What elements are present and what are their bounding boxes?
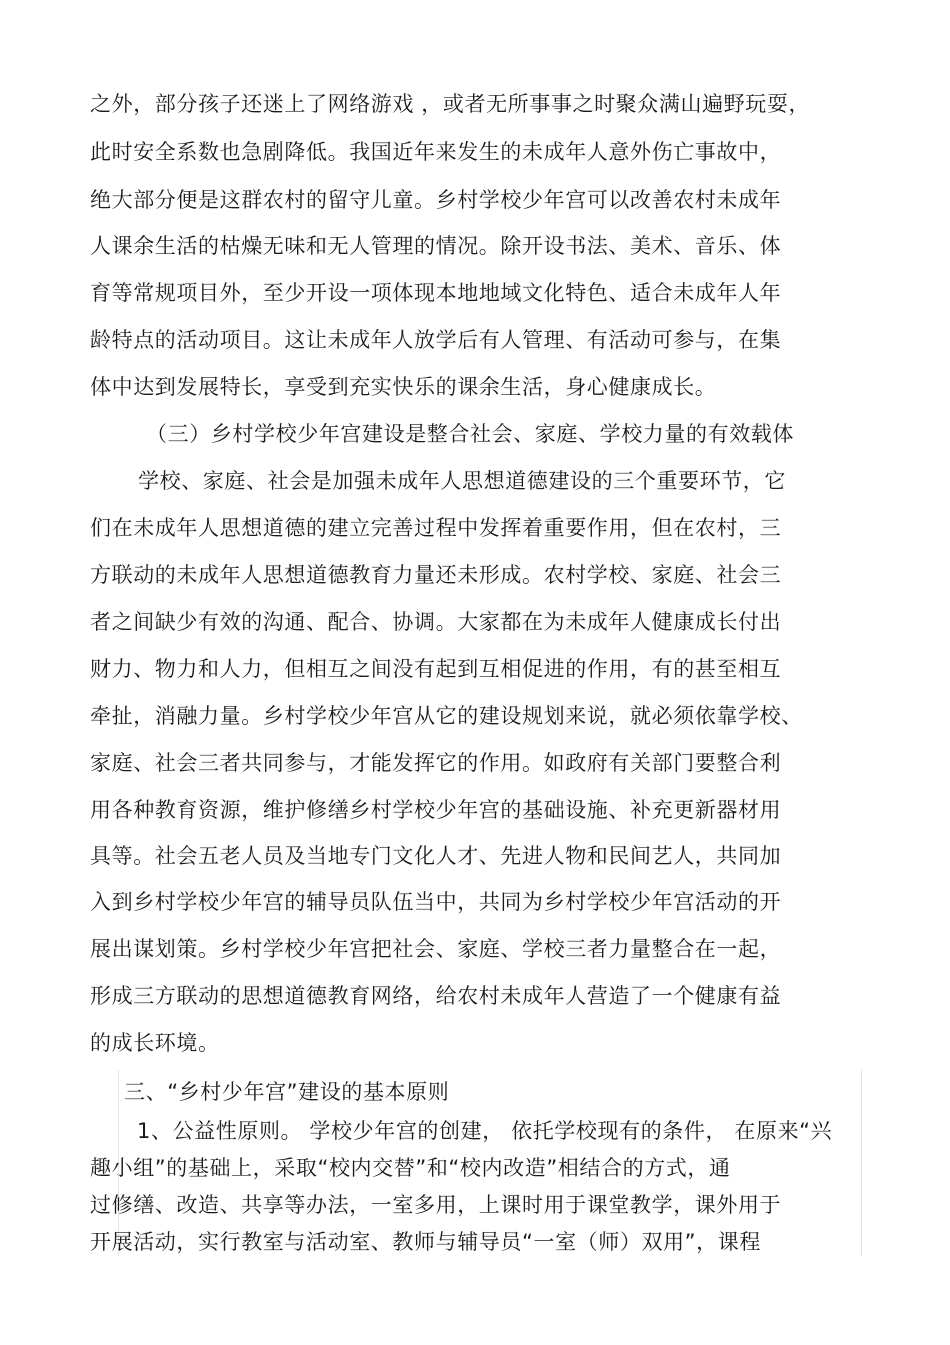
paragraph-line: 方联动的未成年人思想道德教育力量还未形成。农村学校、家庭、社会三 xyxy=(90,563,782,587)
paragraph-line: 绝大部分便是这群农村的留守儿童。乡村学校少年宫可以改善农村未成年 xyxy=(90,188,782,212)
paragraph-line: 育等常规项目外，至少开设一项体现本地地域文化特色、适合未成年人年 xyxy=(90,281,782,305)
paragraph-line: 1、公益性原则。 学校少年宫的创建， 依托学校现有的条件， 在原来“兴 xyxy=(137,1119,833,1143)
paragraph-line: 龄特点的活动项目。这让未成年人放学后有人管理、有活动可参与，在集 xyxy=(90,328,782,352)
paragraph-line: 牵扯，消融力量。乡村学校少年宫从它的建设规划来说，就必须依靠学校、 xyxy=(90,704,803,728)
paragraph-line: 趣小组”的基础上，采取“校内交替”和“校内改造”相结合的方式，通 xyxy=(90,1156,731,1180)
section-heading: （三）乡村学校少年宫建设是整合社会、家庭、学校力量的有效载体 xyxy=(146,422,794,446)
paragraph-line: 用各种教育资源，维护修缮乡村学校少年宫的基础设施、补充更新器材用 xyxy=(90,798,782,822)
chapter-heading: 三、“乡村少年宫”建设的基本原则 xyxy=(124,1080,450,1104)
paragraph-line: 财力、物力和人力，但相互之间没有起到互相促进的作用，有的甚至相互 xyxy=(90,657,782,681)
paragraph-line: 体中达到发展特长，享受到充实快乐的课余生活，身心健康成长。 xyxy=(90,375,717,399)
paragraph-line: 具等。社会五老人员及当地专门文化人才、先进人物和民间艺人，共同加 xyxy=(90,844,782,868)
paragraph-line: 开展活动，实行教室与活动室、教师与辅导员“一室（师）双用”，课程 xyxy=(90,1230,761,1254)
paragraph-line: 的成长环境。 xyxy=(90,1031,220,1055)
paragraph-line: 之外，部分孩子还迷上了网络游戏 ，或者无所事事之时聚众满山遍野玩耍， xyxy=(90,92,811,116)
paragraph-line: 家庭、社会三者共同参与，才能发挥它的作用。如政府有关部门要整合利 xyxy=(90,751,782,775)
paragraph-line: 形成三方联动的思想道德教育网络，给农村未成年人营造了一个健康有益 xyxy=(90,984,782,1008)
paragraph-line: 学校、家庭、社会是加强未成年人思想道德建设的三个重要环节，它 xyxy=(138,469,786,493)
paragraph-line: 此时安全系数也急剧降低。我国近年来发生的未成年人意外伤亡事故中， xyxy=(90,140,782,164)
paragraph-line: 过修缮、改造、共享等办法，一室多用，上课时用于课堂教学，课外用于 xyxy=(90,1193,782,1217)
paragraph-line: 者之间缺少有效的沟通、配合、协调。大家都在为未成年人健康成长付出 xyxy=(90,610,782,634)
paragraph-line: 们在未成年人思想道德的建立完善过程中发挥着重要作用，但在农村，三 xyxy=(90,516,782,540)
paragraph-line: 展出谋划策。乡村学校少年宫把社会、家庭、学校三者力量整合在一起， xyxy=(90,937,782,961)
paragraph-line: 人课余生活的枯燥无味和无人管理的情况。除开设书法、美术、音乐、体 xyxy=(90,234,782,258)
paragraph-line: 入到乡村学校少年宫的辅导员队伍当中，共同为乡村学校少年宫活动的开 xyxy=(90,890,782,914)
